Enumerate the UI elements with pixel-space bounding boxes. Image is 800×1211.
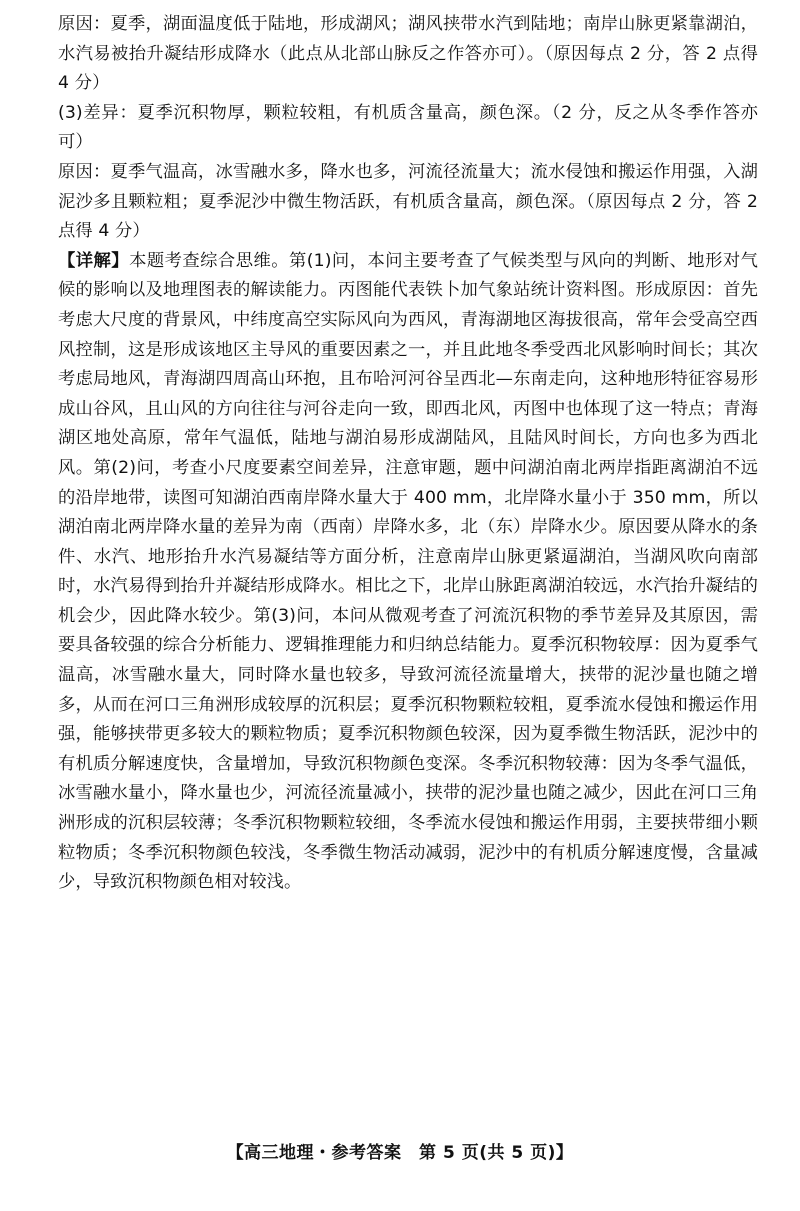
page-footer: 【高三地理・参考答案 第 5 页(共 5 页)】: [226, 1143, 574, 1163]
detail-text: 本题考查综合思维。第(1)问，本问主要考查了气候类型与风向的判断、地形对气候的影响以及地理图表的解读能力。丙图能代表铁卜加气象站统计资料图。形成原因：首先考虑大尺度的背景风，中纬度高空实际风向为西风，青海湖地区海拔很高，常年会受高空西风控制，这是形成该地区主导风的重要因素之一，并且此地冬季受西北风影响时间长；其次考虑局地风，青海湖四周高山环抱，且布哈河河谷呈西北—东南走向，这种地形特征容易形成山谷风，且山风的方向往往与河谷走向一致，即西北风，丙图中也体现了这一特点；青海湖区地处高原，常年气温低，陆地与湖泊易形成湖陆风，且陆风时间长，方向也多为西北风。第(2)问，考查小尺度要素空间差异，注意审题，题中问湖泊南北两岸指距离湖泊不远的沿岸地带，读图可知湖泊西南岸降水量大于 400 mm，北岸降水量小于 350 mm，所以湖泊南北两岸降水量的差异为南（西南）岸降水多，北（东）岸降水少。原因要从降水的条件、水汽、地形抬升水汽易凝结等方面分析，注意南岸山脉更紧逼湖泊，当湖风吹向南部时，水汽易得到抬升并凝结形成降水。相比之下，北岸山脉距离湖泊较远，水汽抬升凝结的机会少，因此降水较少。第(3)问，本问从微观考查了河流沉积物的季节差异及其原因，需要具备较强的综合分析能力、逻辑推理能力和归纳总结能力。夏季沉积物较厚：因为夏季气温高，冰雪融水量大，同时降水量也较多，导致河流径流量增大，挟带的泥沙量也随之增多，从而在河口三角洲形成较厚的沉积层；夏季沉积物颗粒较粗，夏季流水侵蚀和搬运作用强，能够挟带更多较大的颗粒物质；夏季沉积物颜色较深，因为夏季微生物活跃，泥沙中的有机质分解速度快，含量增加，导致沉积物颜色变深。冬季沉积物较薄：因为冬季气温低，冰雪融水量小，降水量也少，河流径流量减小，挟带的泥沙量也随之减少，因此在河口三角洲形成的沉积层较薄；冬季沉积物颗粒较细，冬季流水侵蚀和搬运作用弱，主要挟带细小颗粒物质；冬季沉积物颜色较浅，冬季微生物活动减弱，泥沙中的有机质分解速度慢，含量减少，导致沉积物颜色相对较浅。: [58, 250, 758, 893]
detail-paragraph: [58, 247, 758, 898]
detail-label: 【详解】: [58, 250, 130, 271]
reason-paragraph-q3: 原因：夏季气温高，冰雪融水多，降水也多，河流径流量大；流水侵蚀和搬运作用强，入湖泥沙多且颗粒粗；夏季泥沙中微生物活跃，有机质含量高，颜色深。（原因每点 2 分，答 2 点得 4 分）: [58, 161, 758, 242]
answer-body: [58, 10, 758, 898]
reason-paragraph-q2: 原因：夏季，湖面温度低于陆地，形成湖风；湖风挟带水汽到陆地；南岸山脉更紧靠湖泊，水汽易被抬升凝结形成降水（此点从北部山脉反之作答亦可）。（原因每点 2 分，答 2 点得 4 分）: [58, 14, 758, 94]
difference-paragraph-q3: (3)差异：夏季沉积物厚，颗粒较粗，有机质含量高，颜色深。（2 分，反之从冬季作答亦可）: [58, 102, 758, 153]
